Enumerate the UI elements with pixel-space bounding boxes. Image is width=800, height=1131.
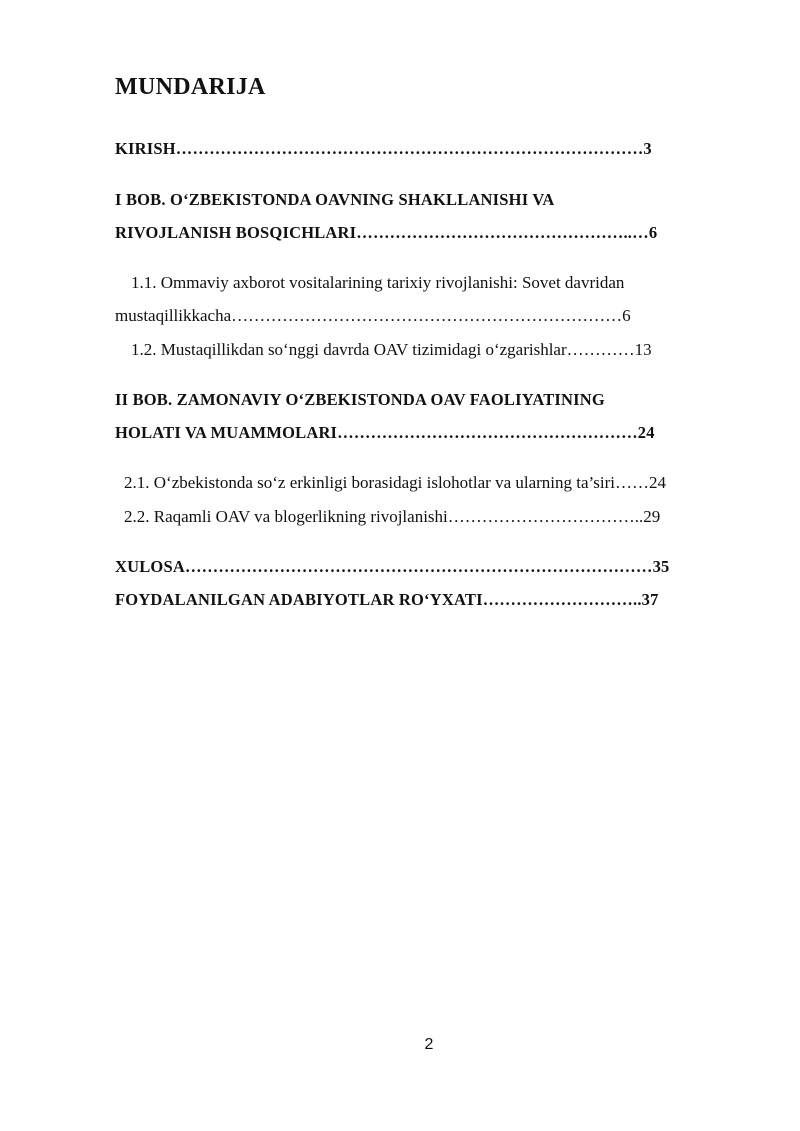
toc-entry-chapter-2-title-cont: HOLATI VA MUAMMOLARI………………………………………………24 [115,423,655,442]
toc-entry-section-1-1-cont: mustaqillikkacha……………………………………………………………6 [115,306,631,325]
toc-entry-section-1-1: 1.1. Ommaviy axborot vositalarining tarixiy rivojlanishi: Sovet davridan [131,273,625,292]
toc-entry-section-1-2: 1.2. Mustaqillikdan so‘nggi davrda OAV tizimidagi o‘zgarishlar…………13 [131,340,652,359]
toc-entry-section-2-2: 2.2. Raqamli OAV va blogerlikning rivojlanishi……………………………..29 [124,507,661,526]
page-number: 2 [424,1036,434,1053]
toc-entry-xulosa: XULOSA…………………………………………………………………………35 [115,557,670,576]
toc-entry-bibliography: FOYDALANILGAN ADABIYOTLAR RO‘YXATI………………………..37 [115,590,659,609]
toc-entry-chapter-1-title: I BOB. O‘ZBEKISTONDA OAVNING SHAKLLANISHI VA [115,190,555,209]
toc-entry-chapter-1-title-cont: RIVOJLANISH BOSQICHLARI…………………………………………..…6 [115,223,658,242]
page-title: MUNDARIJA [115,74,266,100]
toc-entry-section-2-1: 2.1. O‘zbekistonda so‘z erkinligi borasidagi islohotlar va ularning ta’siri……24 [124,473,666,492]
toc-entry-kirish: KIRISH…………………………………………………………………………3 [115,139,652,158]
toc-entry-chapter-2-title: II BOB. ZAMONAVIY O‘ZBEKISTONDA OAV FAOLIYATINING [115,390,605,409]
